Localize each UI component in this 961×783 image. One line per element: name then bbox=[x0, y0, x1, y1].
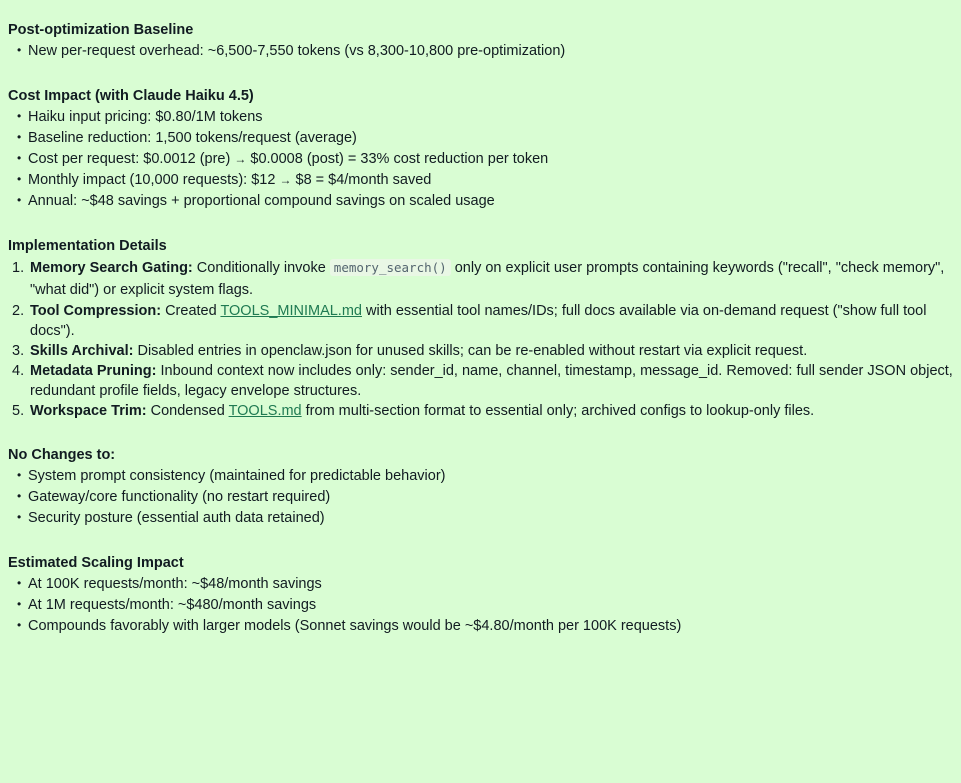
list-item: • Cost per request: $0.0012 (pre) → $0.0008 (post) = 33% cost reduction per token bbox=[17, 151, 549, 167]
right-arrow-icon: → bbox=[279, 173, 292, 187]
section-heading-scaling: Estimated Scaling Impact bbox=[8, 555, 184, 571]
list-item: • Baseline reduction: 1,500 tokens/request (average) bbox=[17, 130, 357, 146]
list-item: • Gateway/core functionality (no restart required) bbox=[17, 489, 331, 505]
list-item: • Security posture (essential auth data retained) bbox=[17, 510, 325, 526]
list-item: • At 100K requests/month: ~$48/month savings bbox=[17, 576, 322, 592]
bullet-icon: • bbox=[17, 109, 22, 123]
scaling-list bbox=[8, 574, 953, 637]
list-item: • System prompt consistency (maintained for predictable behavior) bbox=[17, 468, 446, 484]
cost-impact-list bbox=[8, 107, 953, 212]
bullet-icon: • bbox=[17, 576, 22, 590]
list-item: • Monthly impact (10,000 requests): $12 → $8 = $4/month saved bbox=[17, 172, 432, 188]
bullet-icon: • bbox=[17, 489, 22, 503]
section-heading-cost-impact: Cost Impact (with Claude Haiku 4.5) bbox=[8, 88, 254, 104]
list-item-memory-search: 1. Memory Search Gating: Conditionally invoke memory_search() only on explicit user prompts containing keywords ("recall", "check memory", "what did") or explicit system flags. bbox=[12, 260, 945, 298]
list-item: • New per-request overhead: ~6,500-7,550 tokens (vs 8,300-10,800 pre-optimization) bbox=[17, 43, 566, 59]
bullet-icon: • bbox=[17, 172, 22, 186]
right-arrow-icon: → bbox=[234, 152, 247, 166]
list-item: • Haiku input pricing: $0.80/1M tokens bbox=[17, 109, 263, 125]
section-heading-no-changes: No Changes to: bbox=[8, 447, 116, 463]
list-item: • Compounds favorably with larger models (Sonnet savings would be ~$4.80/month per 100K requests) bbox=[17, 618, 682, 634]
message-document bbox=[8, 19, 953, 637]
section-heading-implementation: Implementation Details bbox=[8, 238, 167, 254]
list-item: • At 1M requests/month: ~$480/month savings bbox=[17, 597, 317, 613]
baseline-list bbox=[8, 41, 953, 62]
bullet-icon: • bbox=[17, 618, 22, 632]
bullet-icon: • bbox=[17, 151, 22, 165]
bullet-icon: • bbox=[17, 468, 22, 482]
tools-md-link[interactable]: TOOLS.md bbox=[228, 403, 302, 419]
list-item-metadata-pruning: 4. Metadata Pruning: Inbound context now includes only: sender_id, name, channel, timestamp, message_id. Removed: full sender JSON object, redundant profile fields, legacy envelope structures. bbox=[12, 363, 953, 399]
inline-code: memory_search() bbox=[330, 259, 451, 276]
bullet-icon: • bbox=[17, 43, 22, 57]
list-item-workspace-trim: 5. Workspace Trim: Condensed TOOLS.md from multi-section format to essential only; archived configs to lookup-only files. bbox=[12, 403, 815, 419]
list-item-tool-compression: 2. Tool Compression: Created TOOLS_MINIMAL.md with essential tool names/IDs; full docs available via on-demand request ("show full tool docs"). bbox=[12, 303, 927, 339]
implementation-list bbox=[8, 257, 953, 421]
bullet-icon: • bbox=[17, 597, 22, 611]
bullet-icon: • bbox=[17, 130, 22, 144]
tools-minimal-link[interactable]: TOOLS_MINIMAL.md bbox=[220, 303, 362, 319]
no-changes-list bbox=[8, 466, 953, 529]
list-item: • Annual: ~$48 savings + proportional compound savings on scaled usage bbox=[17, 193, 495, 209]
bullet-icon: • bbox=[17, 510, 22, 524]
list-item-skills-archival: 3. Skills Archival: Disabled entries in openclaw.json for unused skills; can be re-enabled without restart via explicit request. bbox=[12, 343, 808, 359]
section-heading-baseline: Post-optimization Baseline bbox=[8, 22, 194, 38]
bullet-icon: • bbox=[17, 193, 22, 207]
